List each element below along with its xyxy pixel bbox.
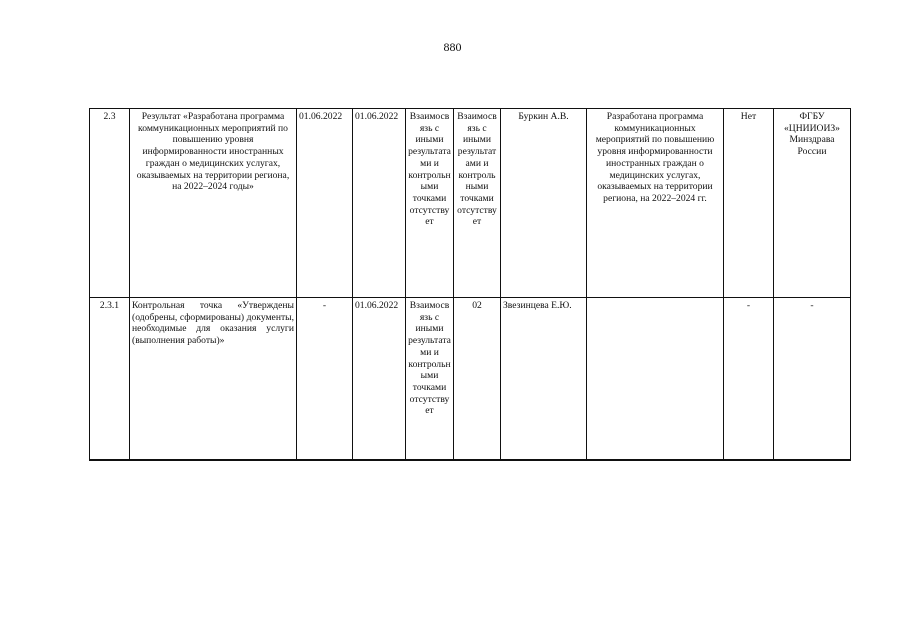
successor-link-cell: 02 xyxy=(454,298,501,461)
table-row xyxy=(90,109,851,298)
result-description-cell xyxy=(587,298,724,461)
organization-cell: ФГБУ «ЦНИИОИЗ» Минздрава России xyxy=(774,109,851,298)
responsible-cell: Буркин А.В. xyxy=(501,109,587,298)
result-name-cell: Контрольная точка «Утверждены (одобрены, сформированы) документы, необходимые для оказания услуги (выполнения работы)» xyxy=(130,298,297,461)
start-date-cell: - xyxy=(297,298,353,461)
row-number-cell: 2.3.1 xyxy=(90,298,130,461)
page-number: 880 xyxy=(443,40,462,54)
result-description-cell: Разработана программа коммуникационных мероприятий по повышению уровня информированности иностранных граждан о медицинских услугах, оказываемых на территории региона, на 2022–2024 гг. xyxy=(587,109,724,298)
start-date-cell: 01.06.2022 xyxy=(297,109,353,298)
predecessor-link-cell: Взаимосвязь с иными результатами и контрольными точками отсутствует xyxy=(406,298,454,461)
plan-table xyxy=(89,108,851,461)
end-date-cell: 01.06.2022 xyxy=(353,109,406,298)
gis-flag-cell: Нет xyxy=(724,109,774,298)
successor-link-cell: Взаимосвязь с иными результатами и контрольными точками отсутствует xyxy=(454,109,501,298)
gis-flag-cell: - xyxy=(724,298,774,461)
row-number-cell: 2.3 xyxy=(90,109,130,298)
end-date-cell: 01.06.2022 xyxy=(353,298,406,461)
responsible-cell: Звезинцева Е.Ю. xyxy=(501,298,587,461)
table-row xyxy=(90,298,851,461)
result-name-cell: Результат «Разработана программа коммуникационных мероприятий по повышению уровня информированности иностранных граждан о медицинских услугах, оказываемых на территории региона, на 2022–2024 годы» xyxy=(130,109,297,298)
organization-cell: - xyxy=(774,298,851,461)
predecessor-link-cell: Взаимосвязь с иными результатами и контрольными точками отсутствует xyxy=(406,109,454,298)
